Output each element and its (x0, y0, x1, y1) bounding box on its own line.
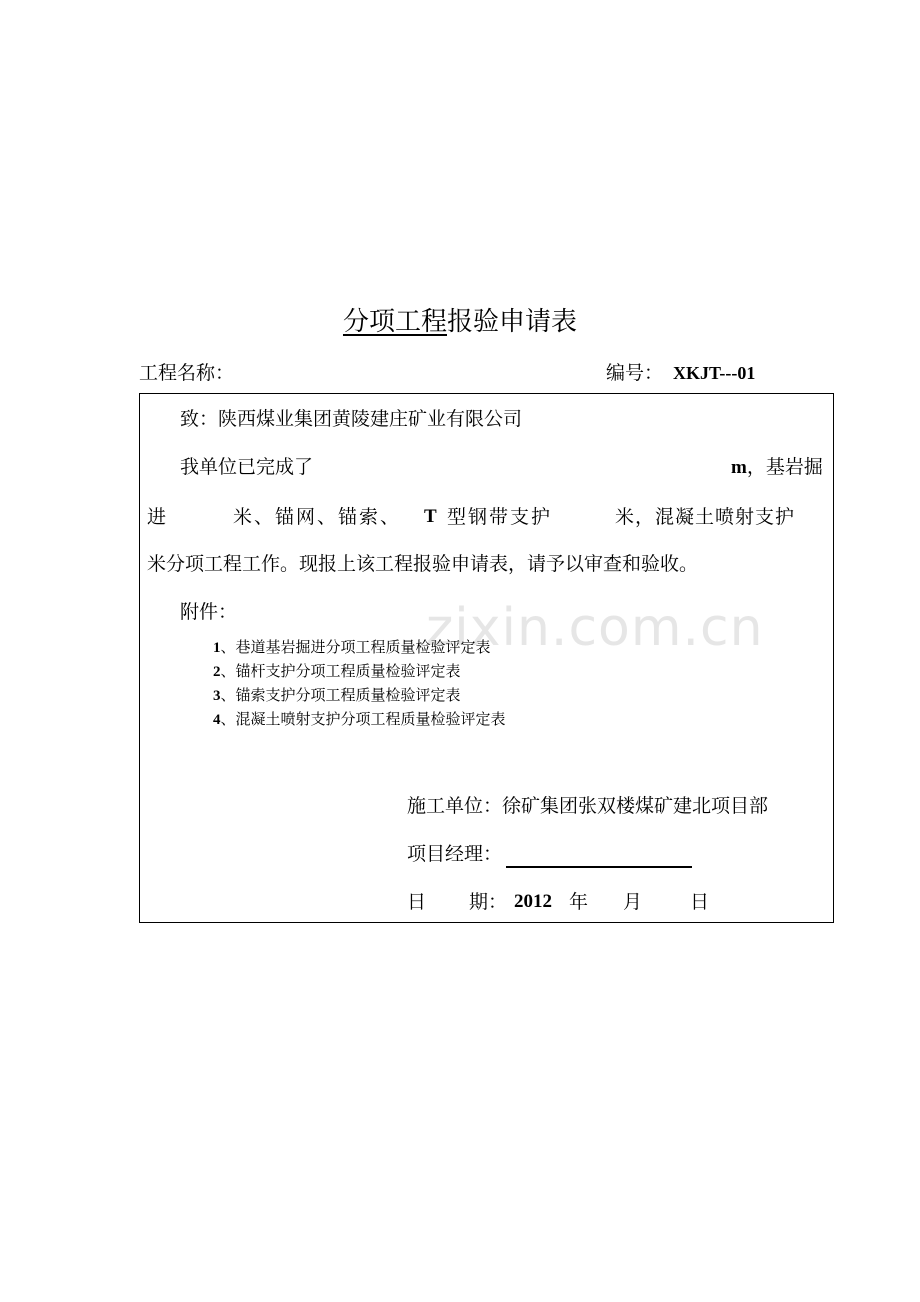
to-line: 致：陕西煤业集团黄陵建庄矿业有限公司 (180, 408, 523, 430)
form-title (0, 304, 920, 340)
project-manager (407, 840, 692, 868)
number-value: XKJT---01 (673, 363, 756, 383)
line2-t: T (424, 506, 437, 527)
attachment-item: 1、巷道基岩掘进分项工程质量检验评定表 (213, 638, 491, 656)
attachment-item: 2、锚杆支护分项工程质量检验评定表 (213, 662, 461, 680)
attachments-label: 附件： (180, 601, 238, 623)
attachment-item: 3、锚索支护分项工程质量检验评定表 (213, 686, 461, 704)
title-underlined: 分项工程 (342, 307, 447, 337)
title-rest: 报验申请表 (447, 307, 578, 337)
date-label-1: 日 (407, 891, 427, 913)
line1-left: 我单位已完成了 (180, 456, 314, 478)
line1-unit: m (731, 457, 747, 478)
project-manager-label: 项目经理： (407, 843, 503, 865)
line1-right (731, 453, 823, 482)
watermark: zixin.com.cn (426, 598, 764, 658)
date-month-char: 月 (623, 891, 643, 913)
construction-unit-label: 施工单位： (407, 795, 503, 817)
line2-d: 米，混凝土喷射支护 (615, 506, 796, 528)
line2-b: 米、锚网、锚索、 (233, 506, 402, 528)
line2-c: 型钢带支护 (447, 506, 553, 528)
project-name-label: 工程名称： (139, 362, 235, 384)
date-day-char: 日 (690, 891, 710, 913)
date-year: 2012 (514, 891, 552, 912)
number-label: 编号： (606, 362, 664, 384)
line2-a: 进 (147, 506, 167, 528)
line3: 米分项工程工作。现报上该工程报验申请表，请予以审查和验收。 (147, 553, 699, 575)
attachment-item: 4、混凝土喷射支护分项工程质量检验评定表 (213, 710, 506, 728)
construction-unit-value: 徐矿集团张双楼煤矿建北项目部 (502, 795, 769, 817)
date-year-char: 年 (569, 891, 589, 913)
construction-unit (407, 792, 768, 820)
date-label-2: 期： (469, 891, 508, 913)
number-field (606, 360, 755, 386)
line1-rest: ，基岩掘 (746, 456, 823, 478)
signature-line (506, 844, 692, 868)
